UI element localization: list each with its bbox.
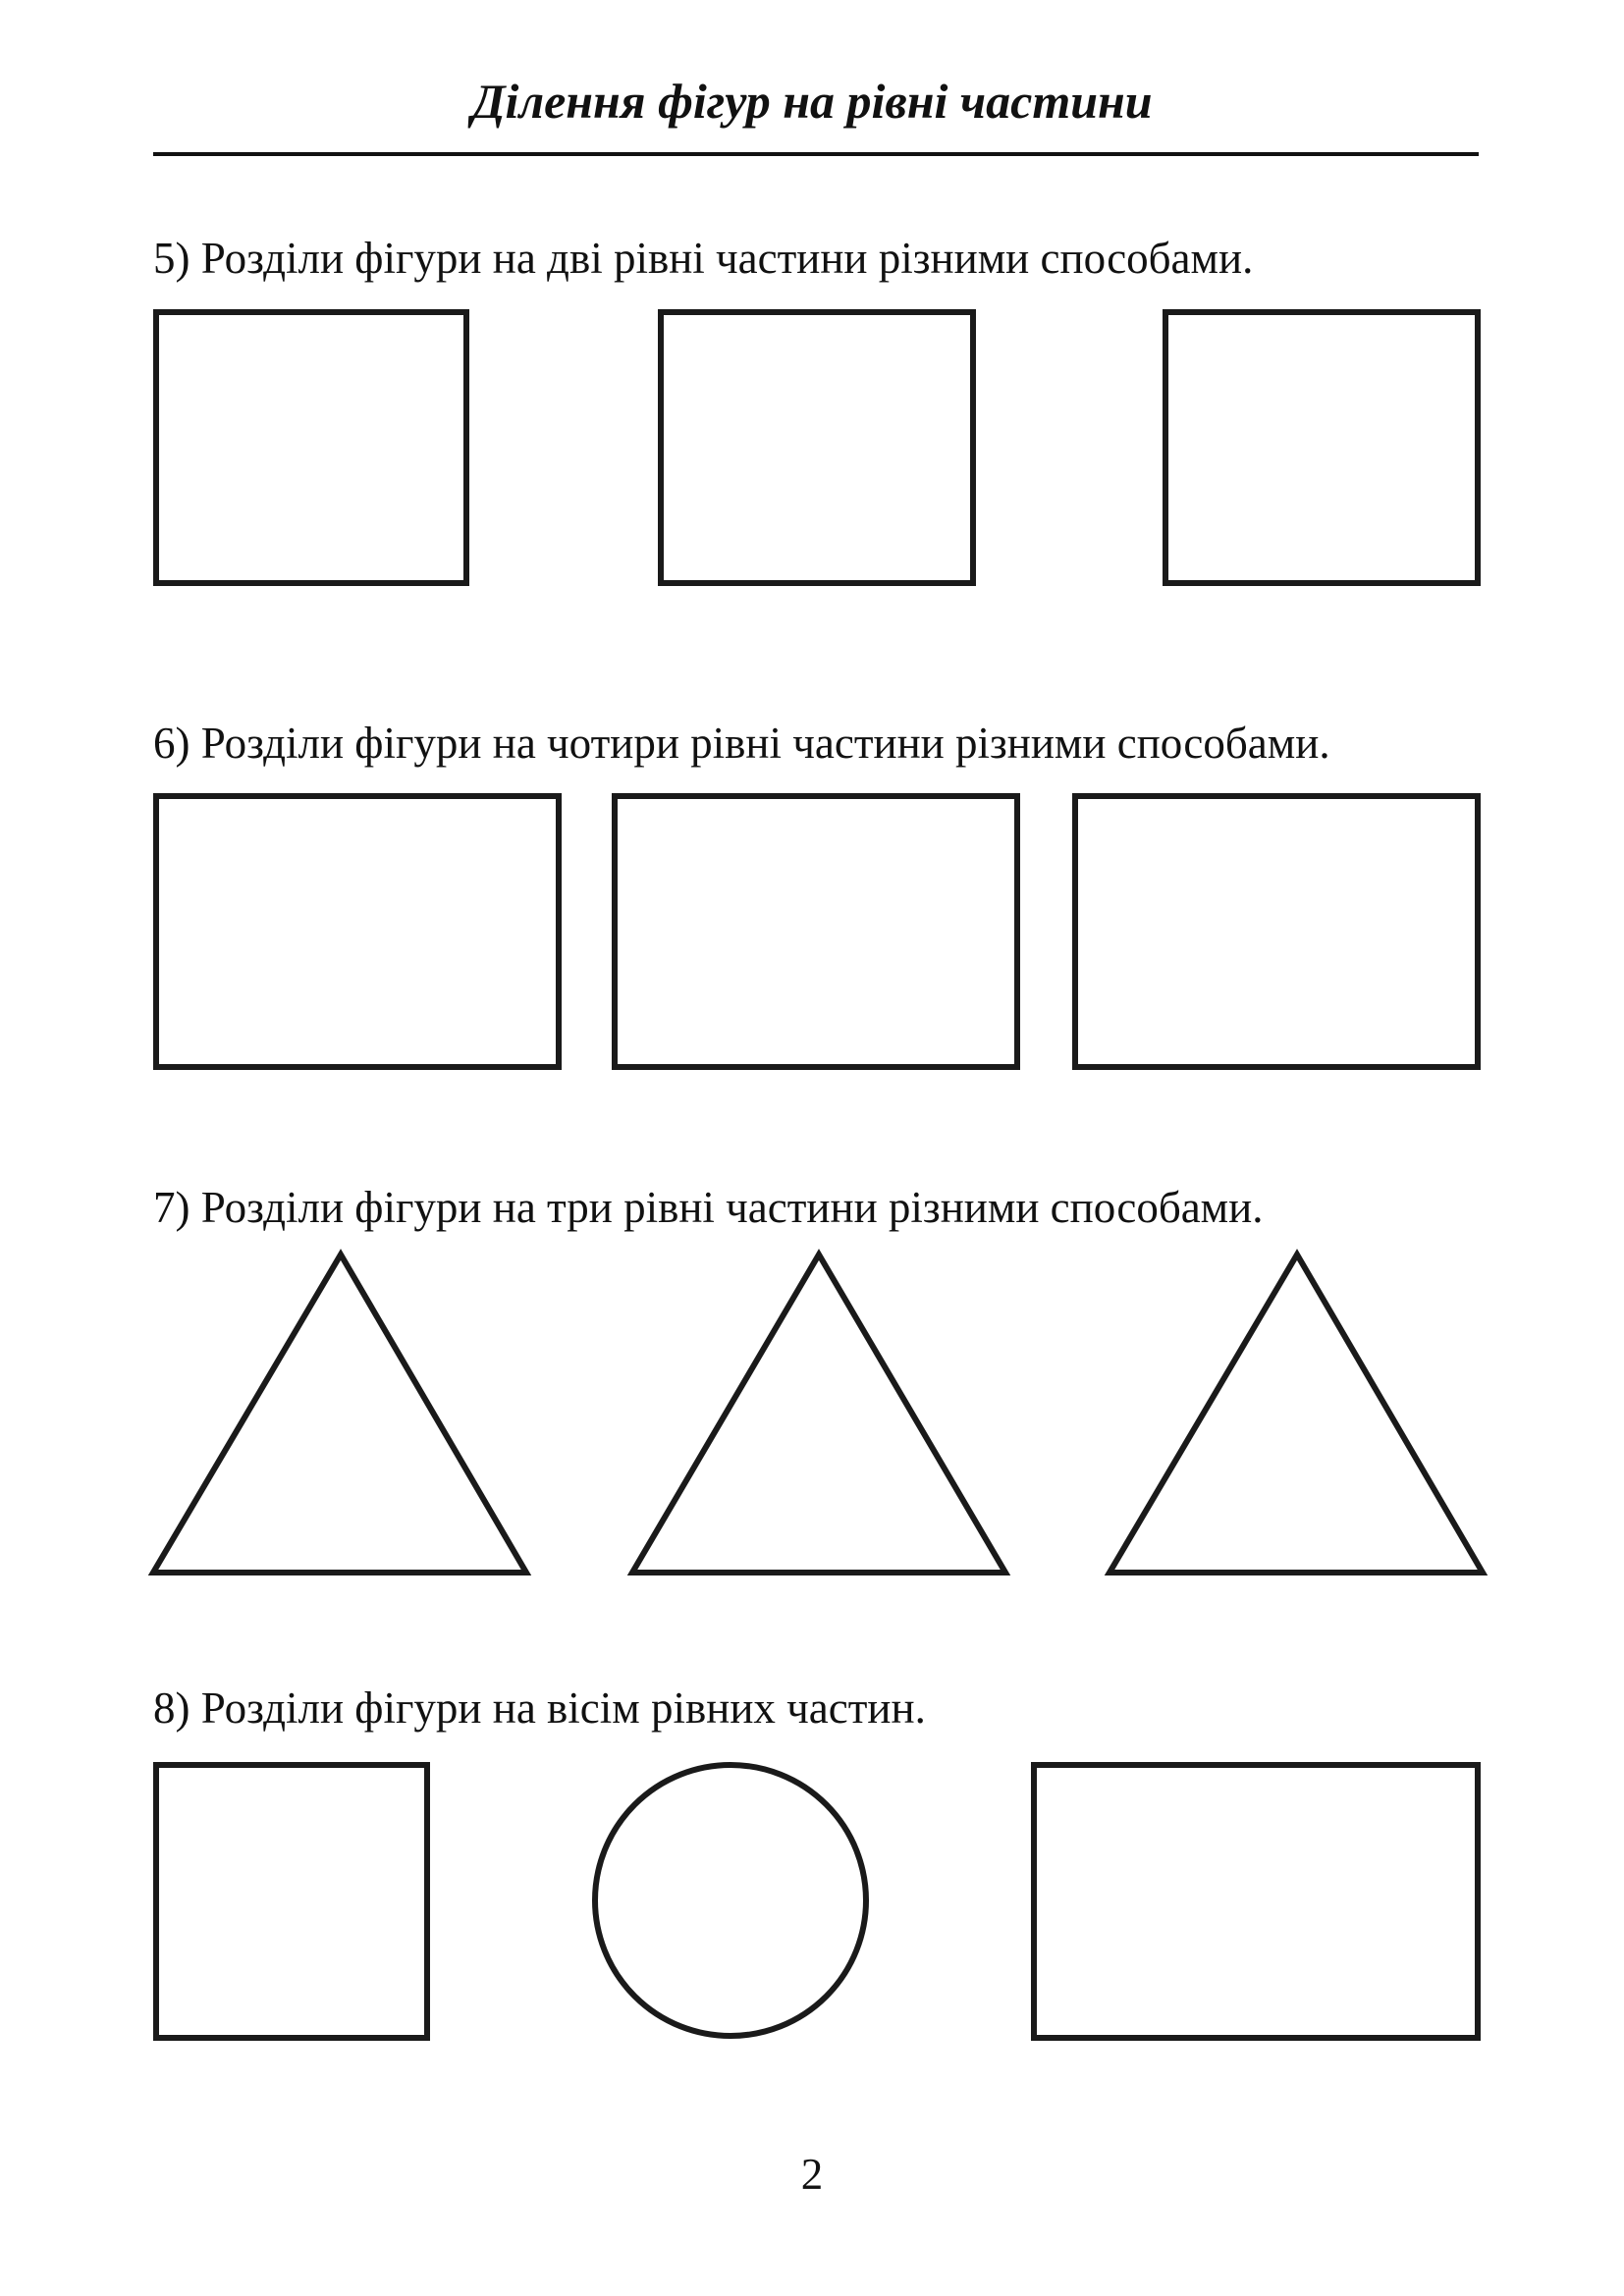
task-8-square [153,1762,430,2041]
task-6-instruction: 6) Розділи фігури на чотири рівні частини різними способами. [153,719,1330,768]
header-divider [153,152,1479,156]
task-7-triangle-3 [1104,1247,1491,1580]
task-5-square-1 [153,309,469,586]
task-5-square-2 [658,309,976,586]
task-6-rectangle-2 [612,793,1020,1070]
page-title: Ділення фігур на рівні частини [471,74,1153,129]
task-5-square-3 [1163,309,1481,586]
task-5-instruction: 5) Розділи фігури на дві рівні частини різними способами. [153,234,1254,283]
task-7-triangle-1 [147,1247,535,1580]
page-number: 2 [800,2150,824,2199]
task-8-instruction: 8) Розділи фігури на вісім рівних частин. [153,1683,926,1733]
task-7-instruction: 7) Розділи фігури на три рівні частини різними способами. [153,1183,1264,1232]
task-7-triangle-2 [626,1247,1014,1580]
task-6-rectangle-1 [153,793,562,1070]
task-8-rectangle [1031,1762,1481,2041]
task-6-rectangle-3 [1072,793,1481,1070]
task-8-circle [592,1762,869,2039]
